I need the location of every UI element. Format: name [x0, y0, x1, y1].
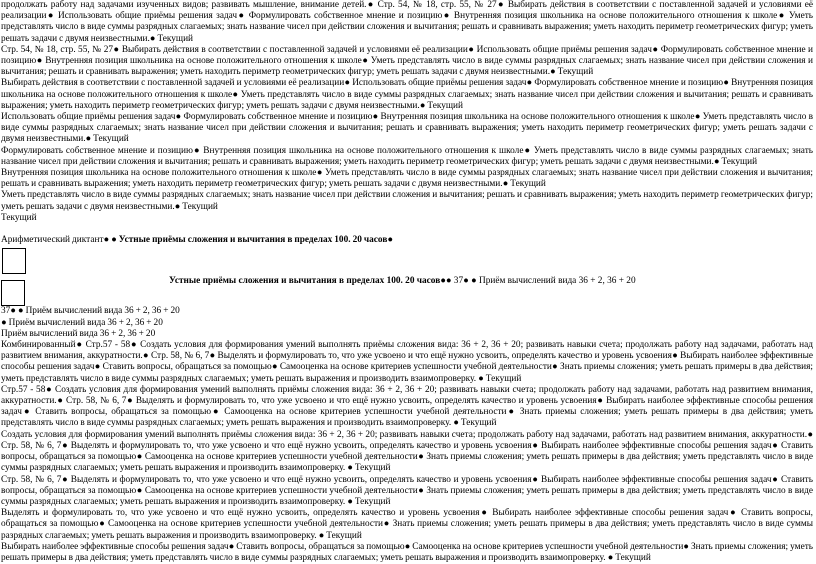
dictation-prefix: Арифметический диктант● ● — [1, 235, 117, 246]
heading-row — [1, 274, 813, 298]
spacer — [1, 224, 813, 235]
paragraph-1: продолжать работу над задачами изученных видов; развивать мышление, внимание детей.● Стр. 54, № 18, стр. 55, № 27● Выбирать действия в соответствии с поставленной задачей и условиями её реализации● Использовать общие приёмы решения задач● Формулировать собственное мнение и позицию● Внутренняя позиция школьника на основе положительного отношения к школе● Уметь представлять число в виде суммы разрядных слагаемых; знать название чисел при действии сложения и вычитания; решать и сравнивать выражения; уметь находить периметр геометрических фигур; уметь решать задачи с двумя неизвестными.● Текущий — [1, 0, 813, 44]
line-priem-1: ● Приём вычислений вида 36 + 2, 36 + 20 — [1, 317, 163, 328]
paragraph-7: Уметь представлять число в виде суммы разрядных слагаемых; знать название чисел при действии сложения и вычитания; решать и сравнивать выражения; уметь находить периметр геометрических фигур; уметь решать задачи с двумя неизвестными.● Текущий — [1, 190, 813, 212]
dictation-line — [1, 235, 813, 246]
dictation-heading: Устные приёмы сложения и вычитания в пределах 100. 20 часов● — [118, 235, 393, 246]
paragraph-14: Выбирать наиболее эффективные способы решения задач● Ставить вопросы, обращаться за помощью● Самооценка на основе критериев успешности учебной деятельности● Знать приемы сложения; уметь решать примеры в два действия; уметь представлять число в виде суммы разрядных слагаемых; уметь решать выражения и производить взаимопроверку. ● Текущий — [1, 541, 813, 563]
paragraph-8: Текущий — [1, 212, 37, 223]
empty-table-cell — [2, 248, 26, 274]
section-heading-rest: ● 37● ● Приём вычислений вида 36 + 2, 36 + 20 — [445, 276, 636, 287]
line-priem-2: Приём вычислений вида 36 + 2, 36 + 20 — [1, 328, 156, 339]
line-37: 37● ● Приём вычислений вида 36 + 2, 36 + 20 — [1, 306, 180, 317]
paragraph-2: Стр. 54, № 18, стр. 55, № 27● Выбирать действия в соответствии с поставленной задачей и условиями её реализации● Использовать общие приёмы решения задач● Формулировать собственное мнение и позицию● Внутренняя позиция школьника на основе положительного отношения к школе● Уметь представлять число в виде суммы разрядных слагаемых; знать название чисел при действии сложения и вычитания; решать и сравнивать выражения; уметь находить периметр геометрических фигур; уметь решать задачи с двумя неизвестными.● Текущий — [1, 44, 813, 78]
empty-table-cell — [1, 280, 25, 306]
paragraph-9: Комбинированный● Стр.57 - 58● Создать условия для формирования умений выполнять приёмы сложения вида: 36 + 2, 36 + 20; развивать навыки счета; продолжать работу над задачами, работать над развитием внимания, аккуратности.● Стр. 58, № 6, 7● Выделять и формулировать то, что уже усвоено и что ещё нужно усвоить, определять качество и уровень усвоения● Выбирать наиболее эффективные способы решения задач● Ставить вопросы, обращаться за помощью● Самооценка на основе критериев успешности учебной деятельности● Знать приемы сложения; уметь решать примеры в два действия; уметь представлять число в виде суммы разрядных слагаемых; уметь решать выражения и производить взаимопроверку. ● Текущий — [1, 340, 813, 384]
section-heading — [169, 276, 636, 287]
paragraph-12: Стр. 58, № 6, 7● Выделять и формулировать то, что уже усвоено и что ещё нужно усвоить, определять качество и уровень усвоения● Выбирать наиболее эффективные способы решения задач● Ставить вопросы, обращаться за помощью● Самооценка на основе критериев успешности учебной деятельности● Знать приемы сложения; уметь решать примеры в два действия; уметь представлять число в виде суммы разрядных слагаемых; уметь решать выражения и производить взаимопроверку. ● Текущий — [1, 474, 813, 507]
paragraph-4: Использовать общие приёмы решения задач● Формулировать собственное мнение и позицию● Внутренняя позиция школьника на основе положительного отношения к школе● Уметь представлять число в виде суммы разрядных слагаемых; знать название чисел при действии сложения и вычитания; решать и сравнивать выражения; уметь находить периметр геометрических фигур; уметь решать задачи с двумя неизвестными.● Текущий — [1, 112, 813, 145]
paragraph-10: Стр.57 - 58● Создать условия для формирования умений выполнять приёмы сложения вида: 36 + 2, 36 + 20; развивать навыки счета; продолжать работу над задачами, работать над развитием внимания, аккуратности.● Стр. 58, № 6, 7● Выделять и формулировать то, что уже усвоено и что ещё нужно усвоить, определять качество и уровень усвоения● Выбирать наиболее эффективные способы решения задач● Ставить вопросы, обращаться за помощью● Самооценка на основе критериев успешности учебной деятельности● Знать приемы сложения; уметь решать примеры в два действия; уметь представлять число в виде суммы разрядных слагаемых; уметь решать выражения и производить взаимопроверку. ● Текущий — [1, 384, 813, 429]
section-heading-bold: Устные приёмы сложения и вычитания в пределах 100. 20 часов● — [169, 276, 446, 287]
paragraph-3: Выбирать действия в соответствии с поставленной задачей и условиями её реализации● Использовать общие приёмы решения задач● Формулировать собственное мнение и позицию● Внутренняя позиция школьника на основе положительного отношения к школе● Уметь представлять число в виде суммы разрядных слагаемых; знать название чисел при действии сложения и вычитания; решать и сравнивать выражения; уметь находить периметр геометрических фигур; уметь решать задачи с двумя неизвестными.● Текущий — [1, 78, 813, 111]
paragraph-13: Выделять и формулировать то, что уже усвоено и что ещё нужно усвоить, определять качество и уровень усвоения● Выбирать наиболее эффективные способы решения задач● Ставить вопросы, обращаться за помощью● Самооценка на основе критериев успешности учебной деятельности● Знать приемы сложения; уметь решать примеры в два действия; уметь представлять число в виде суммы разрядных слагаемых; уметь решать выражения и производить взаимопроверку. ● Текущий — [1, 508, 813, 541]
paragraph-5: Формулировать собственное мнение и позицию● Внутренняя позиция школьника на основе положительного отношения к школе● Уметь представлять число в виде суммы разрядных слагаемых; знать название чисел при действии сложения и вычитания; решать и сравнивать выражения; уметь находить периметр геометрических фигур; уметь решать задачи с двумя неизвестными.● Текущий — [1, 145, 813, 167]
paragraph-11: Создать условия для формирования умений выполнять приёмы сложения вида: 36 + 2, 36 + 20; развивать навыки счета; продолжать работу над задачами, работать над развитием внимания, аккуратности.● Стр. 58, № 6, 7● Выделять и формулировать то, что уже усвоено и что ещё нужно усвоить, определять качество и уровень усвоения● Выбирать наиболее эффективные способы решения задач● Ставить вопросы, обращаться за помощью● Самооценка на основе критериев успешности учебной деятельности● Знать приемы сложения; уметь решать примеры в два действия; уметь представлять число в виде суммы разрядных слагаемых; уметь решать выражения и производить взаимопроверку. ● Текущий — [1, 429, 813, 474]
paragraph-6: Внутренняя позиция школьника на основе положительного отношения к школе● Уметь представлять число в виде суммы разрядных слагаемых; знать название чисел при действии сложения и вычитания; решать и сравнивать выражения; уметь находить периметр геометрических фигур; уметь решать задачи с двумя неизвестными.● Текущий — [1, 168, 813, 190]
document-body — [1, 0, 813, 564]
